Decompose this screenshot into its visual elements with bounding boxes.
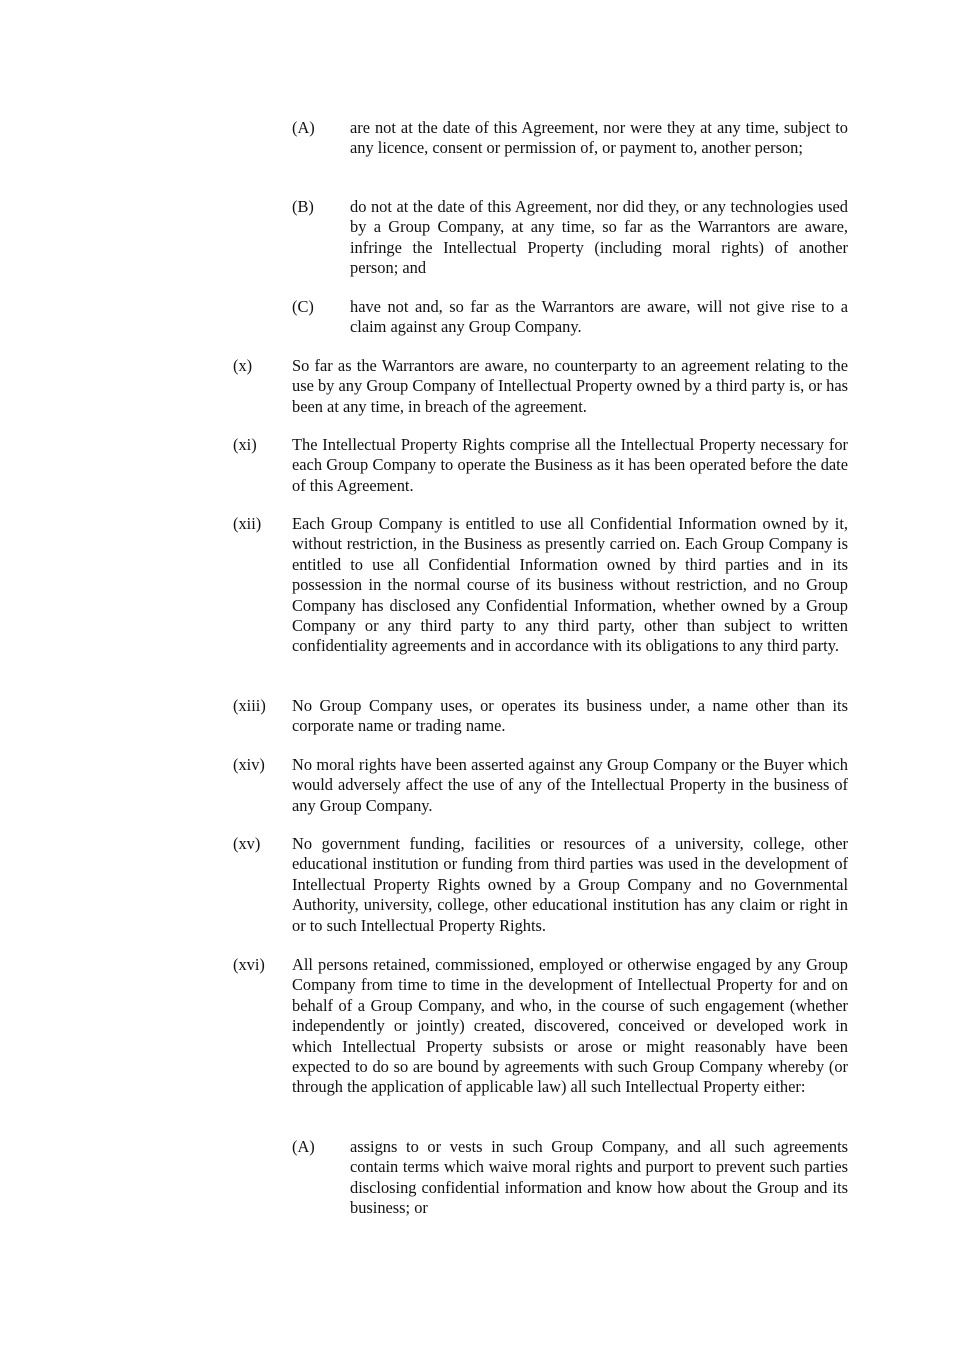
clause-text: assigns to or vests in such Group Company, and all such agreements contain terms which waive moral rights and purport to prevent such parties disclosing confidential information and know how about the Group and its business; or: [350, 1137, 848, 1218]
clause-text: are not at the date of this Agreement, nor were they at any time, subject to any licence, consent or permission of, or payment to, another person;: [350, 118, 848, 158]
clause-text: All persons retained, commissioned, employed or otherwise engaged by any Group Company from time to time in the development of Intellectual Property for and on behalf of a Group Company, and who, in the course of such engagement (whether independently or jointly) created, discovered, conceived or developed work in which Intellectual Property subsists or arose or might reasonably have been expected to do so are bound by agreements with such Group Company whereby (or through the application of applicable law) all such Intellectual Property either:: [292, 955, 848, 1097]
clause-text: No Group Company uses, or operates its business under, a name other than its corporate name or trading name.: [292, 696, 848, 736]
clause-number: (x): [233, 356, 253, 375]
clause-text: The Intellectual Property Rights comprise all the Intellectual Property necessary for each Group Company to operate the Business as it has been operated before the date of this Agreement.: [292, 435, 848, 495]
clause-number: (xvi): [233, 955, 265, 974]
clause-number: (C): [292, 297, 314, 316]
clause-text: So far as the Warrantors are aware, no counterparty to an agreement relating to the use by any Group Company of Intellectual Property owned by a third party is, or has been at any time, in breach of the agreement.: [292, 356, 848, 416]
clause-text: No moral rights have been asserted against any Group Company or the Buyer which would adversely affect the use of any of the Intellectual Property in the business of any Group Company.: [292, 755, 848, 815]
clause-number: (B): [292, 197, 314, 216]
clause-text: Each Group Company is entitled to use all Confidential Information owned by it, without restriction, in the Business as presently carried on. Each Group Company is entitled to use all Confidential Information owned by third parties and in its possession in the normal course of its business without restriction, and no Group Company has disclosed any Confidential Information, whether owned by a Group Company or any third party to any third party, other than subject to written confidentiality agreements and in accordance with its obligations to any third party.: [292, 514, 848, 656]
clause-number: (xiv): [233, 755, 265, 774]
clause-number: (xv): [233, 834, 261, 853]
clause-text: do not at the date of this Agreement, nor did they, or any technologies used by a Group Company, at any time, so far as the Warrantors are aware, infringe the Intellectual Property (including moral rights) of another person; and: [350, 197, 848, 278]
clause-number: (xii): [233, 514, 262, 533]
clause-text: have not and, so far as the Warrantors are aware, will not give rise to a claim against any Group Company.: [350, 297, 848, 337]
clause-text: No government funding, facilities or resources of a university, college, other educational institution or funding from third parties was used in the development of Intellectual Property Rights owned by a Group Company and no Governmental Authority, university, college, other educational institution has any claim or right in or to such Intellectual Property Rights.: [292, 834, 848, 935]
clause-number: (xiii): [233, 696, 266, 715]
clause-number: (A): [292, 1137, 315, 1156]
clause-number: (A): [292, 118, 315, 137]
clause-number: (xi): [233, 435, 257, 454]
